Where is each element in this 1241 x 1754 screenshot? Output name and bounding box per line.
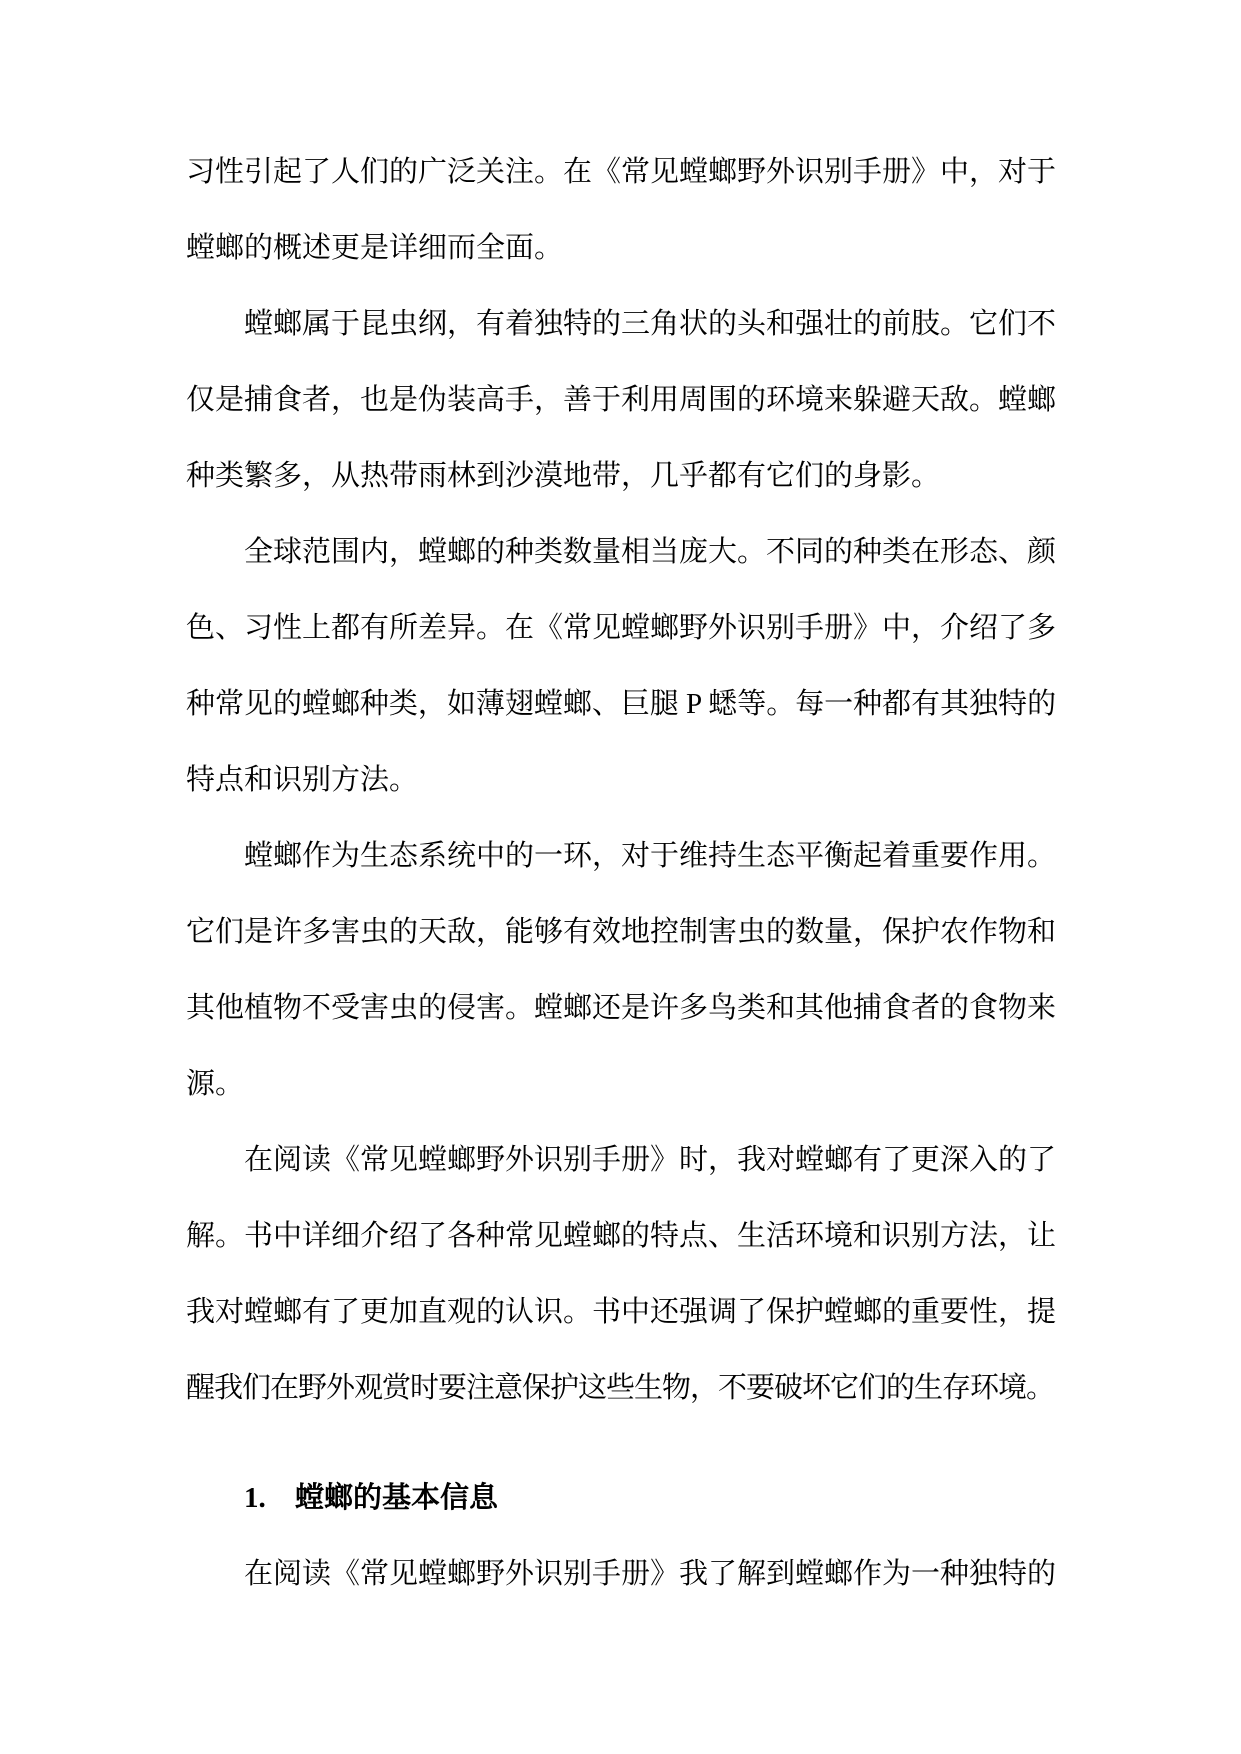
text-line: 仅是捕食者，也是伪装高手，善于利用周围的环境来躲避天敌。螳螂 [186, 384, 1057, 416]
text-line: 螳螂作为生态系统中的一环，对于维持生态平衡起着重要作用。 [244, 840, 1057, 872]
text-line: 种类繁多，从热带雨林到沙漠地带，几乎都有它们的身影。 [186, 460, 941, 492]
text-line: 在阅读《常见螳螂野外识别手册》时，我对螳螂有了更深入的了 [244, 1144, 1057, 1176]
text-line: 特点和识别方法。 [186, 764, 419, 796]
text-line: 习性引起了人们的广泛关注。在《常见螳螂野外识别手册》中，对于 [186, 156, 1057, 188]
text-line: 在阅读《常见螳螂野外识别手册》我了解到螳螂作为一种独特的 [244, 1558, 1057, 1590]
text-line: 源。 [186, 1068, 245, 1100]
text-line: 醒我们在野外观赏时要注意保护这些生物，不要破坏它们的生存环境。 [186, 1372, 1055, 1404]
text-line: 全球范围内，螳螂的种类数量相当庞大。不同的种类在形态、颜 [244, 536, 1057, 568]
text-line: 色、习性上都有所差异。在《常见螳螂野外识别手册》中，介绍了多 [186, 612, 1057, 644]
paragraph [186, 1122, 1056, 1426]
text-line: 其他植物不受害虫的侵害。螳螂还是许多鸟类和其他捕食者的食物来 [186, 992, 1057, 1024]
text-line: 螳螂属于昆虫纲，有着独特的三角状的头和强壮的前肢。它们不 [244, 308, 1057, 340]
text-line: 螳螂的概述更是详细而全面。 [186, 232, 564, 264]
section-heading [186, 1460, 1056, 1536]
section-number: 1. [244, 1482, 266, 1514]
text-line: 种常见的螳螂种类，如薄翅螳螂、巨腿 P 蟋等。每一种都有其独特的 [186, 688, 1056, 720]
text-line: 我对螳螂有了更加直观的认识。书中还强调了保护螳螂的重要性，提 [186, 1296, 1057, 1328]
text-line: 解。书中详细介绍了各种常见螳螂的特点、生活环境和识别方法，让 [186, 1220, 1057, 1252]
text-line: 它们是许多害虫的天敌，能够有效地控制害虫的数量，保护农作物和 [186, 916, 1057, 948]
paragraph [186, 1536, 1056, 1612]
section-title: 螳螂的基本信息 [295, 1482, 499, 1514]
document-body [186, 134, 1056, 1612]
paragraph [186, 818, 1056, 1122]
paragraph [186, 514, 1056, 818]
paragraph [186, 134, 1056, 286]
paragraph [186, 286, 1056, 514]
